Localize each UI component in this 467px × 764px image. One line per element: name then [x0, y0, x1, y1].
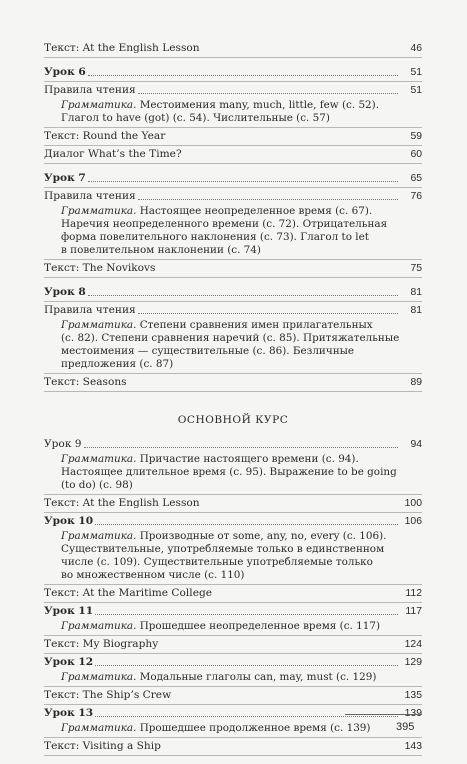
toc-entry — [44, 738, 422, 756]
grammar-text: (to do) (с. 98) — [61, 479, 133, 491]
grammar-text: во множественном числе (с. 110) — [61, 569, 245, 581]
dot-leader — [95, 716, 398, 717]
toc-lesson-block — [44, 654, 422, 687]
toc-entry-title: Текст: Round the Year — [44, 130, 166, 142]
toc-entry-title: Урок 9 — [44, 438, 82, 450]
grammar-label: Грамматика. — [61, 319, 137, 331]
grammar-text: в повелительном наклонении (с. 74) — [61, 244, 261, 256]
toc-entry — [44, 585, 422, 603]
grammar-line — [44, 358, 422, 371]
toc-entry-title: Текст: At the English Lesson — [44, 42, 200, 54]
toc-lesson-block — [44, 513, 422, 585]
toc-lesson-block — [44, 436, 422, 495]
toc-entry — [44, 64, 422, 82]
toc-entry-page: 81 — [410, 305, 422, 316]
grammar-line — [44, 244, 422, 257]
dot-leader — [88, 295, 398, 296]
toc-entry — [44, 146, 422, 164]
grammar-line — [44, 671, 422, 684]
toc-entry-page: 65 — [410, 173, 422, 184]
grammar-label: Грамматика. — [61, 205, 137, 217]
toc-lesson-block — [44, 82, 422, 128]
footer-rule — [345, 714, 422, 715]
grammar-text: Степени сравнения имен прилагательных — [139, 319, 373, 331]
toc-entry-title: Текст: Seasons — [44, 376, 127, 388]
toc-entry-title: Текст: At the English Lesson — [44, 497, 200, 509]
toc-entry-page: 76 — [410, 191, 422, 202]
dot-leader — [95, 524, 398, 525]
toc-entry — [44, 128, 422, 146]
toc-entry-title: Урок 8 — [44, 286, 86, 298]
toc-entry — [44, 495, 422, 513]
toc-entry-page: 139 — [404, 708, 422, 719]
toc-entry-title: Урок 12 — [44, 656, 94, 668]
grammar-label: Грамматика. — [61, 671, 137, 683]
page-number: 395 — [396, 721, 415, 733]
grammar-label: Грамматика. — [61, 453, 137, 465]
grammar-text: (с. 82). Степени сравнения наречий (с. 85). Притяжательные — [61, 332, 400, 344]
toc-entry-title: Урок 6 — [44, 66, 86, 78]
grammar-text: Причастие настоящего времени (с. 94). — [139, 453, 359, 465]
toc-entry-page: 59 — [410, 131, 422, 142]
toc-lesson-block — [44, 603, 422, 636]
grammar-line — [44, 345, 422, 358]
section-heading: ОСНОВНОЙ КУРС — [177, 414, 289, 426]
toc-entry-page: 124 — [404, 639, 422, 650]
toc-entry-page: 100 — [404, 498, 422, 509]
toc-entry — [44, 436, 422, 453]
grammar-line — [44, 543, 422, 556]
toc-entry-title: Правила чтения — [44, 190, 136, 202]
grammar-line — [44, 453, 422, 466]
grammar-label: Грамматика. — [61, 530, 137, 542]
toc-entry-page: 51 — [410, 67, 422, 78]
grammar-line — [44, 466, 422, 479]
dot-leader — [88, 181, 398, 182]
toc-entry-page: 135 — [404, 690, 422, 701]
toc-entry-page: 143 — [404, 741, 422, 752]
toc-entry-page: 129 — [404, 657, 422, 668]
grammar-text: Производные от some, any, no, every (с. 106). — [139, 530, 387, 542]
grammar-text: числе (с. 109). Существительные употребляемые только — [61, 556, 373, 568]
toc-entry-title: Текст: At the Maritime College — [44, 587, 213, 599]
grammar-line — [44, 620, 422, 633]
toc-entry — [44, 302, 422, 319]
dot-leader — [88, 75, 398, 76]
dot-leader — [84, 447, 398, 448]
toc-lesson-block — [44, 705, 422, 738]
dot-leader — [138, 199, 398, 200]
toc-entry-page: 51 — [410, 85, 422, 96]
toc-entry-title: Текст: My Biography — [44, 638, 159, 650]
dot-leader — [95, 614, 398, 615]
grammar-line — [44, 556, 422, 569]
toc-entry-page: 112 — [405, 588, 422, 599]
toc-entry-title: Диалог What’s the Time? — [44, 148, 182, 160]
toc-entry — [44, 170, 422, 188]
toc-entry-title: Текст: The Novikovs — [44, 262, 156, 274]
toc-entry — [44, 687, 422, 705]
grammar-line — [44, 319, 422, 332]
toc-entry-title: Урок 13 — [44, 707, 94, 719]
dot-leader — [138, 93, 398, 94]
toc-entry-page: 81 — [410, 287, 422, 298]
grammar-label: Грамматика. — [61, 722, 137, 734]
toc-entry-title: Текст: Visiting a Ship — [44, 740, 161, 752]
grammar-line — [44, 479, 422, 492]
grammar-label: Грамматика. — [61, 99, 137, 111]
grammar-line — [44, 332, 422, 345]
grammar-line — [44, 99, 422, 112]
grammar-line — [44, 112, 422, 125]
toc-entry-title: Правила чтения — [44, 304, 136, 316]
grammar-text: Наречия неопределенного времени (с. 72). Отрицательная — [61, 218, 388, 230]
toc-entry — [44, 188, 422, 205]
toc-entry-page: 106 — [404, 516, 422, 527]
grammar-text: форма повелительного наклонения (с. 73). Глагол to let — [61, 231, 369, 243]
toc-entry-page: 117 — [405, 606, 422, 617]
toc-entry — [44, 374, 422, 392]
toc-entry-page: 94 — [410, 439, 422, 450]
toc-entry-title: Урок 10 — [44, 515, 94, 527]
grammar-line — [44, 569, 422, 582]
dot-leader — [95, 665, 398, 666]
toc-entry-page: 75 — [410, 263, 422, 274]
grammar-text: Глагол to have (got) (с. 54). Числительные (с. 57) — [61, 112, 330, 124]
toc-entry-title: Урок 7 — [44, 172, 86, 184]
toc-lesson-block — [44, 302, 422, 374]
toc-entry — [44, 636, 422, 654]
grammar-line — [44, 530, 422, 543]
grammar-text: Настоящее неопределенное время (с. 67). — [139, 205, 373, 217]
grammar-text: Модальные глаголы can, may, must (с. 129) — [139, 671, 377, 683]
toc-entry — [44, 260, 422, 278]
toc-entry — [44, 513, 422, 530]
toc-entry — [44, 603, 422, 620]
toc-entry-page: 89 — [410, 377, 422, 388]
toc-entry-page: 60 — [410, 149, 422, 160]
grammar-line — [44, 218, 422, 231]
grammar-line — [44, 231, 422, 244]
grammar-text: Настоящее длительное время (с. 95). Выражение to be going — [61, 466, 397, 478]
grammar-text: предложения (с. 87) — [61, 358, 174, 370]
toc-entry-title: Правила чтения — [44, 84, 136, 96]
table-of-contents — [44, 40, 422, 756]
toc-entry — [44, 654, 422, 671]
grammar-text: Существительные, употребляемые только в единственном — [61, 543, 385, 555]
grammar-line — [44, 205, 422, 218]
toc-entry-title: Урок 11 — [44, 605, 94, 617]
grammar-line — [44, 722, 422, 735]
toc-entry — [44, 82, 422, 99]
grammar-text: Местоимения many, much, little, few (с. 52). — [139, 99, 380, 111]
toc-entry — [44, 40, 422, 58]
toc-lesson-block — [44, 188, 422, 260]
grammar-text: местоимения — существительные (с. 86). Безличные — [61, 345, 355, 357]
grammar-label: Грамматика. — [61, 620, 137, 632]
toc-entry-title: Текст: The Ship’s Crew — [44, 689, 172, 701]
grammar-text: Прошедшее продолженное время (с. 139) — [139, 722, 371, 734]
toc-entry-page: 46 — [410, 43, 422, 54]
toc-entry — [44, 284, 422, 302]
grammar-text: Прошедшее неопределенное время (с. 117) — [139, 620, 381, 632]
dot-leader — [138, 313, 398, 314]
